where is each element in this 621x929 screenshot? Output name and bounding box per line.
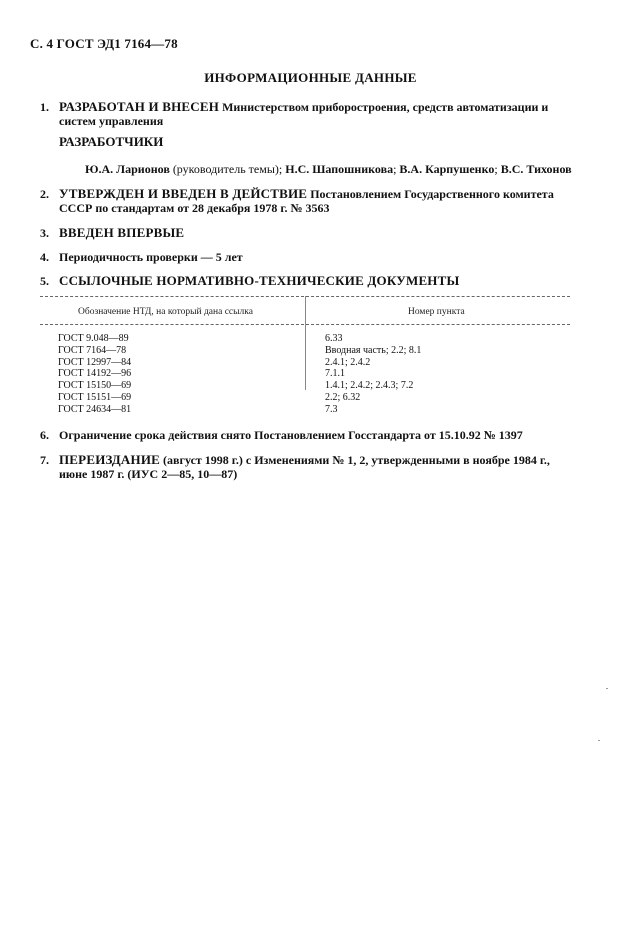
reference-table bbox=[40, 296, 570, 416]
separator: ; bbox=[494, 162, 501, 176]
developer-role: (руководитель темы); bbox=[169, 162, 286, 176]
column-header-ntd: Обозначение НТД, на который дана ссылка bbox=[78, 307, 253, 317]
item-body bbox=[59, 250, 581, 264]
item-number: 3. bbox=[40, 226, 49, 240]
item-text: (август 1998 г.) с Изменениями № 1, 2, утвержденными в ноябре 1984 г., июне 1987 г. (ИУС 2—85, 10—87) bbox=[59, 453, 550, 481]
item-text: Министерством приборостроения, средств автоматизации и систем управления bbox=[59, 100, 549, 128]
item-text: Периодичность проверки — 5 лет bbox=[59, 250, 243, 264]
info-item-1 bbox=[40, 100, 581, 128]
item-lead: ВВЕДЕН ВПЕРВЫЕ bbox=[59, 225, 185, 240]
developer-name: Ю.А. Ларионов bbox=[85, 162, 170, 176]
developer-name: В.С. Тихонов bbox=[500, 162, 572, 176]
info-item-7 bbox=[40, 453, 581, 481]
separator: ; bbox=[393, 162, 400, 176]
item-number: 1. bbox=[40, 100, 49, 114]
scan-speck bbox=[598, 740, 600, 741]
ntd-cell: ГОСТ 15150—69 bbox=[58, 380, 132, 392]
ntd-cell: ГОСТ 24634—81 bbox=[58, 403, 132, 415]
info-item-3 bbox=[40, 226, 581, 240]
item-body bbox=[59, 274, 581, 288]
point-cell: 1.4.1; 2.4.2; 2.4.3; 7.2 bbox=[325, 380, 414, 392]
item-number: 4. bbox=[40, 250, 49, 264]
item-text: Ограничение срока действия снято Постановлением Госстандарта от 15.10.92 № 1397 bbox=[59, 428, 523, 442]
point-cell: 2.4.1; 2.4.2 bbox=[325, 356, 371, 368]
info-item-4 bbox=[40, 250, 581, 264]
scan-speck bbox=[606, 688, 608, 689]
developer-name: В.А. Карпушенко bbox=[399, 162, 495, 176]
column-divider bbox=[305, 296, 307, 390]
ntd-cell: ГОСТ 14192—96 bbox=[58, 368, 132, 380]
item-number: 7. bbox=[40, 453, 49, 467]
ntd-cell: ГОСТ 7164—78 bbox=[58, 344, 127, 356]
item-body bbox=[59, 453, 581, 481]
ntd-cell: ГОСТ 12997—84 bbox=[58, 356, 132, 368]
item-lead: РАЗРАБОТАН И ВНЕСЕН bbox=[59, 99, 220, 114]
point-cell: 7.3 bbox=[325, 403, 338, 415]
info-item-5 bbox=[40, 274, 581, 288]
item-body bbox=[59, 428, 581, 442]
ntd-column bbox=[58, 333, 131, 416]
item-body bbox=[59, 187, 581, 215]
item-number: 5. bbox=[40, 274, 49, 288]
point-cell: 7.1.1 bbox=[325, 368, 345, 380]
item-lead: УТВЕРЖДЕН И ВВЕДЕН В ДЕЙСТВИЕ bbox=[59, 186, 308, 201]
point-cell: 2.2; 6.32 bbox=[325, 391, 361, 403]
developers-list bbox=[85, 162, 572, 177]
ntd-cell: ГОСТ 15151—69 bbox=[58, 391, 132, 403]
developers-heading: РАЗРАБОТЧИКИ bbox=[59, 134, 164, 149]
item-lead: ПЕРЕИЗДАНИЕ bbox=[59, 452, 161, 467]
ntd-cell: ГОСТ 9.048—89 bbox=[58, 333, 129, 344]
column-header-point: Номер пункта bbox=[408, 307, 465, 317]
item-text: Постановлением Государственного комитета СССР по стандартам от 28 декабря 1978 г. № 3563 bbox=[59, 187, 554, 215]
developer-name: Н.С. Шапошникова bbox=[285, 162, 394, 176]
info-item-6 bbox=[40, 428, 581, 442]
document-title: ИНФОРМАЦИОННЫЕ ДАННЫЕ bbox=[204, 70, 417, 85]
item-number: 6. bbox=[40, 428, 49, 442]
page-header: С. 4 ГОСТ ЭД1 7164—78 bbox=[30, 36, 178, 51]
item-number: 2. bbox=[40, 187, 49, 201]
item-body bbox=[59, 100, 581, 128]
point-cell: Вводная часть; 2.2; 8.1 bbox=[325, 344, 422, 356]
info-item-2 bbox=[40, 187, 581, 215]
item-lead: ССЫЛОЧНЫЕ НОРМАТИВНО-ТЕХНИЧЕСКИЕ ДОКУМЕНТЫ bbox=[59, 273, 460, 288]
point-cell: 6.33 bbox=[325, 333, 343, 344]
item-body bbox=[59, 226, 581, 240]
point-column bbox=[325, 333, 421, 416]
